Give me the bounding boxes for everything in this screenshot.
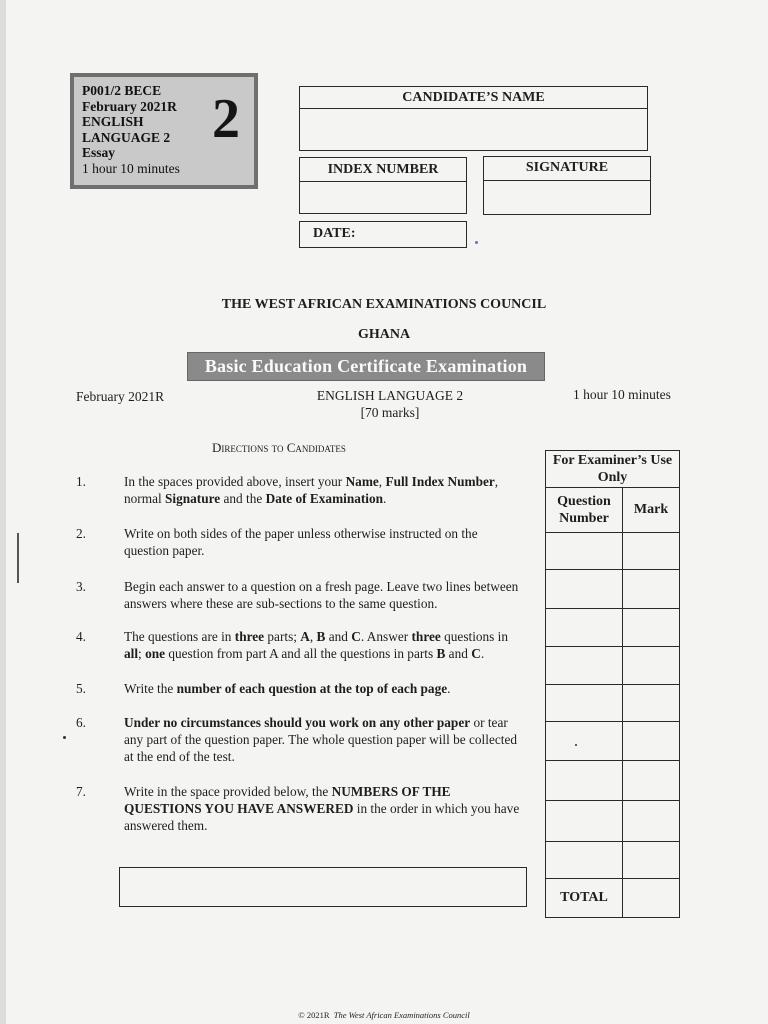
examiner-row [546,801,680,842]
examiner-row [546,842,680,879]
mark-cell[interactable] [623,685,680,722]
paper-code-line: 1 hour 10 minutes [82,160,180,176]
candidate-name-field[interactable] [300,109,647,149]
paper-code-line: ENGLISH [82,114,144,129]
mark-header: Mark [623,488,680,533]
instruction-text: Begin each answer to a question on a fresh page. Leave two lines between answers where these are sub-sections to the same question. [124,579,519,611]
examiner-row [546,609,680,647]
examiner-row [546,570,680,609]
stray-mark [63,736,66,739]
page-edge [0,0,6,1024]
ink-dot [475,241,478,244]
question-number-cell[interactable] [546,570,623,609]
signature-box [483,156,651,215]
paper-number: 2 [212,88,240,150]
question-number-cell[interactable] [546,842,623,879]
paper-code-line: P001/2 BECE [82,83,162,98]
mark-cell[interactable] [623,722,680,761]
country-title: GHANA [357,327,411,342]
question-number-cell[interactable] [546,609,623,647]
footer [0,1010,768,1020]
examiner-table-title: For Examiner’s Use Only [546,451,680,488]
total-mark-cell[interactable] [623,879,680,918]
signature-field[interactable] [484,181,650,214]
mark-cell[interactable] [623,570,680,609]
date-box[interactable] [299,221,467,248]
examiner-row [546,647,680,685]
index-number-label: INDEX NUMBER [300,158,466,182]
instruction-number: 3. [76,579,86,594]
total-label: TOTAL [546,879,623,918]
instruction-text: In the spaces provided above, insert your Name, Full Index Number, normal Signature and the Date of Examination. [124,474,499,506]
candidate-name-box [299,86,648,151]
mark-cell[interactable] [623,801,680,842]
candidate-name-label: CANDIDATE’S NAME [300,87,647,109]
index-number-field[interactable] [300,182,466,213]
exam-banner: Basic Education Certificate Examination [187,352,545,381]
exam-marks: [70 marks] [360,405,420,420]
question-number-header: Question Number [546,488,623,533]
signature-label: SIGNATURE [484,157,650,181]
paper-code-line: Essay [82,145,116,160]
exam-subject: ENGLISH LANGUAGE 2 [316,388,464,403]
question-number-cell[interactable] [546,533,623,570]
stray-mark [575,744,577,746]
council-title: THE WEST AFRICAN EXAMINATIONS COUNCIL [221,297,547,312]
paper-code-inner [74,77,254,185]
instruction-number: 5. [76,681,86,696]
question-number-cell[interactable] [546,722,623,761]
examiner-table [545,450,680,918]
instruction-text: Write the number of each question at the top of each page. [124,681,451,696]
exam-date: February 2021R [76,389,165,404]
mark-cell[interactable] [623,609,680,647]
question-number-cell[interactable] [546,801,623,842]
page-fold-mark [17,533,19,583]
instruction-number: 7. [76,784,86,799]
instruction-text: Write on both sides of the paper unless otherwise instructed on the question paper. [124,526,478,558]
examiner-row [546,722,680,761]
directions-title: Directions to Candidates [212,440,346,455]
exam-duration: 1 hour 10 minutes [573,387,671,402]
paper-code-box [70,73,258,189]
question-number-cell[interactable] [546,761,623,801]
question-number-cell[interactable] [546,685,623,722]
instruction-number: 6. [76,715,86,730]
questions-answered-field[interactable] [119,867,527,907]
instruction-number: 1. [76,474,86,489]
paper-code-line: LANGUAGE 2 [82,129,171,145]
date-label: DATE: [313,226,356,241]
index-number-box [299,157,467,214]
examiner-row [546,533,680,570]
instruction-number: 4. [76,629,86,644]
instruction-number: 2. [76,526,86,541]
mark-cell[interactable] [623,533,680,570]
examiner-row [546,761,680,801]
instruction-text: Under no circumstances should you work on any other paper or tear any part of the question paper. The whole question paper will be collected at the end of the test. [124,715,517,764]
instruction-text: The questions are in three parts; A, B and C. Answer three questions in all; one question from part A and all the questions in parts B and C. [124,629,509,661]
mark-cell[interactable] [623,842,680,879]
question-number-cell[interactable] [546,647,623,685]
footer-copyright: © 2021R [298,1010,330,1020]
instruction-text: Write in the space provided below, the NUMBERS OF THE QUESTIONS YOU HAVE ANSWERED in the order in which you have answered them. [124,784,520,833]
paper-code-line: February 2021R [82,98,177,114]
examiner-row [546,685,680,722]
footer-council: The West African Examinations Council [333,1010,470,1020]
mark-cell[interactable] [623,647,680,685]
mark-cell[interactable] [623,761,680,801]
